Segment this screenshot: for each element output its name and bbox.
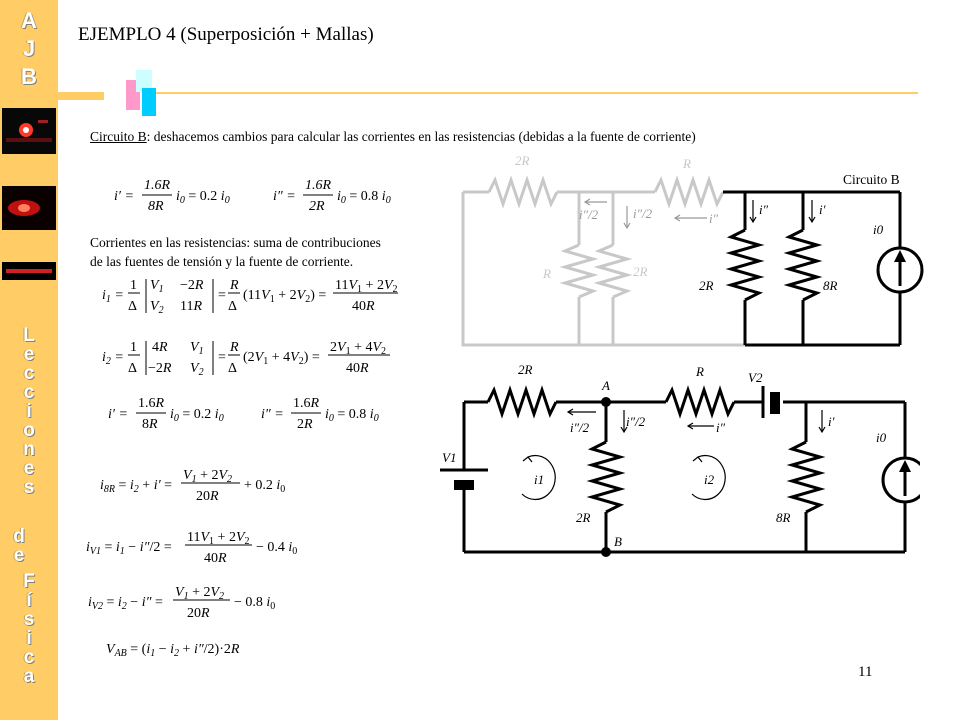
eq-iv1: [86, 530, 297, 566]
sidebar-letter: i: [26, 401, 32, 422]
label: i″: [759, 202, 769, 217]
svg-text:V1 + 2V2: $V_1 + 2V_2$: [175, 585, 225, 602]
svg-text:− 0.4 i0: − 0.4 $i_0$: [256, 540, 298, 557]
svg-text:−2R: −2R: [180, 278, 204, 293]
sidebar-letter: n: [23, 439, 35, 460]
eq-i-double-repeat: [261, 396, 379, 432]
svg-text:8R: 8R: [148, 199, 164, 214]
sidebar-letter: e: [13, 545, 25, 566]
sidebar-letter: e: [23, 344, 35, 365]
sidebar-letter: A: [21, 8, 37, 33]
intro-label: Circuito B: [90, 129, 147, 144]
svg-text:V1: $V_1$: [150, 278, 164, 295]
circuit-b-label: Circuito B: [843, 172, 900, 187]
sidebar-letter: c: [23, 363, 35, 384]
label: V1: [442, 450, 457, 465]
sidebar-letter: F: [23, 571, 35, 592]
label: 2R: [633, 264, 648, 279]
svg-text:i8R = i2 + i′ =: $i_{8R} = i_2 + i'$ =: [100, 478, 173, 495]
svg-text:1.6R: 1.6R: [138, 396, 165, 411]
svg-text:− 0.8 i0: − 0.8 $i_0$: [234, 595, 276, 612]
svg-text:1: 1: [130, 340, 137, 355]
svg-text:(11V1 + 2V2) =: $(11V_1 + 2V_2)$ =: [243, 288, 327, 305]
label: B: [614, 534, 622, 549]
intro-body: : deshacemos cambios para calcular las corrientes en las resistencias (debidas a la fuente de corriente): [146, 129, 696, 144]
svg-text:V1: $V_1$: [190, 340, 204, 357]
svg-text:1.6R: 1.6R: [144, 178, 171, 193]
svg-text:Δ: Δ: [228, 299, 238, 314]
eq-iv2: [88, 585, 275, 621]
svg-text:(2V1 + 4V2) =: $(2V_1 + 4V_2)$ =: [243, 350, 320, 367]
eq-i-prime-repeat: [108, 396, 224, 432]
label: i0: [873, 222, 884, 237]
eq-i2: [102, 340, 390, 378]
svg-text:4R: 4R: [152, 340, 168, 355]
current-source-icon: [883, 458, 920, 502]
svg-text:20R: 20R: [196, 489, 219, 504]
svg-text:i2 =: $i_2$ =: [102, 350, 124, 367]
lab-photo-thumbnail: [2, 108, 56, 154]
label: i′: [828, 414, 835, 429]
svg-text:2V1 + 4V2: $2V_1 + 4V_2$: [330, 340, 387, 357]
label: i2: [704, 472, 715, 487]
label: V2: [748, 370, 763, 385]
eq-i1: [102, 278, 398, 316]
header-decoration: [58, 60, 918, 120]
label: 2R: [699, 278, 714, 293]
svg-text:−2R: −2R: [148, 361, 172, 376]
sidebar-letter: L: [23, 325, 35, 346]
svg-text:20R: 20R: [187, 606, 210, 621]
svg-text:=: =: [218, 350, 226, 365]
sidebar-letter: í: [26, 590, 32, 611]
node-a-dot: [601, 397, 611, 407]
sidebar-letter: s: [23, 477, 35, 498]
sidebar-letter: s: [23, 609, 35, 630]
node-b-dot: [601, 547, 611, 557]
lab-photo-thumbnail: [2, 262, 56, 280]
sidebar-letter: o: [23, 420, 35, 441]
sum-text-line: Corrientes en las resistencias: suma de contribuciones: [90, 235, 381, 250]
label: i″: [716, 420, 726, 435]
sum-text-line: de las fuentes de tensión y la fuente de corriente.: [90, 254, 354, 269]
sidebar-letter: B: [21, 64, 37, 89]
svg-text:i″ =: i″ =: [273, 189, 296, 204]
label: i′: [819, 202, 826, 217]
sidebar-letter: c: [23, 382, 35, 403]
label: 8R: [776, 510, 791, 525]
svg-text:i0 = 0.8 i0: $i_0 = 0.8$ $i_0$: [325, 407, 379, 424]
sidebar-letter: a: [23, 666, 35, 687]
svg-text:i′ =: i′ =: [108, 407, 128, 422]
svg-text:Δ: Δ: [128, 361, 138, 376]
svg-text:=: =: [218, 288, 226, 303]
circuit-b-top: [455, 150, 925, 355]
svg-text:VAB = (i1 − i2 + i″/2)·2R: $V_{AB} = (i_1 - i_2 + i''/2)\cdot 2R$: [106, 642, 240, 659]
svg-text:40R: 40R: [204, 551, 227, 566]
label: 8R: [823, 278, 838, 293]
page-number: 11: [858, 664, 873, 680]
equations-block: [80, 165, 460, 665]
label: i″/2: [579, 207, 599, 222]
label: R: [696, 364, 704, 379]
sidebar: [0, 0, 58, 720]
label: R: [683, 156, 691, 171]
svg-text:40R: 40R: [352, 299, 375, 314]
lab-photo-thumbnail: [2, 186, 56, 230]
svg-text:iV2 = i2 − i″ =: $i_{V2} = i_2 - i''$ =: [88, 595, 163, 612]
svg-text:+ 0.2 i0: + 0.2 $i_0$: [244, 478, 286, 495]
label: i″: [709, 211, 719, 226]
eq-vab: [106, 642, 240, 659]
label: i″/2: [633, 206, 653, 221]
svg-text:1: 1: [130, 278, 137, 293]
sidebar-letter: e: [23, 458, 35, 479]
svg-text:Δ: Δ: [228, 361, 238, 376]
svg-text:V1 + 2V2: $V_1 + 2V_2$: [183, 468, 233, 485]
eq-i8r: [100, 468, 285, 504]
label: 2R: [518, 362, 533, 377]
eq-i-double: [273, 178, 391, 214]
svg-text:i″ =: i″ =: [261, 407, 284, 422]
svg-text:1.6R: 1.6R: [305, 178, 332, 193]
svg-text:11R: 11R: [180, 299, 203, 314]
sidebar-letter: d: [13, 526, 25, 547]
svg-text:i0 = 0.8 i0: $i_0 = 0.8$ $i_0$: [337, 189, 391, 206]
svg-text:8R: 8R: [142, 417, 158, 432]
svg-text:i1 =: $i_1$ =: [102, 288, 124, 305]
label: A: [602, 378, 610, 393]
label: 2R: [576, 510, 591, 525]
svg-text:40R: 40R: [346, 361, 369, 376]
sidebar-letter: J: [22, 36, 36, 61]
label: i1: [534, 472, 545, 487]
svg-text:R: R: [230, 340, 239, 355]
label: i0: [876, 430, 887, 445]
svg-text:11V1 + 2V2: $11V_1 + 2V_2$: [335, 278, 398, 295]
eq-i-prime: [114, 178, 230, 214]
svg-text:Δ: Δ: [128, 299, 138, 314]
label: i″/2: [626, 414, 646, 429]
label: i″/2: [570, 420, 590, 435]
svg-text:i0 = 0.2 i0: $i_0 = 0.2$ $i_0$: [176, 189, 230, 206]
svg-text:1.6R: 1.6R: [293, 396, 320, 411]
svg-text:iV1 = i1 − i″/2 =: $i_{V1} = i_1 - i''/2$ =: [86, 540, 172, 557]
sidebar-letter: i: [26, 628, 32, 649]
page-title: EJEMPLO 4 (Superposición + Mallas): [78, 24, 374, 45]
svg-text:11V1 + 2V2: $11V_1 + 2V_2$: [187, 530, 250, 547]
circuit-b-bottom: [430, 362, 920, 567]
intro-text: [90, 129, 696, 145]
svg-text:2R: 2R: [297, 417, 313, 432]
svg-text:i0 = 0.2 i0: $i_0 = 0.2$ $i_0$: [170, 407, 224, 424]
svg-text:i′ =: i′ =: [114, 189, 134, 204]
svg-text:V2: $V_2$: [150, 299, 164, 316]
svg-text:R: R: [230, 278, 239, 293]
label: 2R: [515, 153, 530, 168]
label: R: [543, 266, 551, 281]
sidebar-letter: c: [23, 647, 35, 668]
svg-text:V2: $V_2$: [190, 361, 204, 378]
svg-text:2R: 2R: [309, 199, 325, 214]
